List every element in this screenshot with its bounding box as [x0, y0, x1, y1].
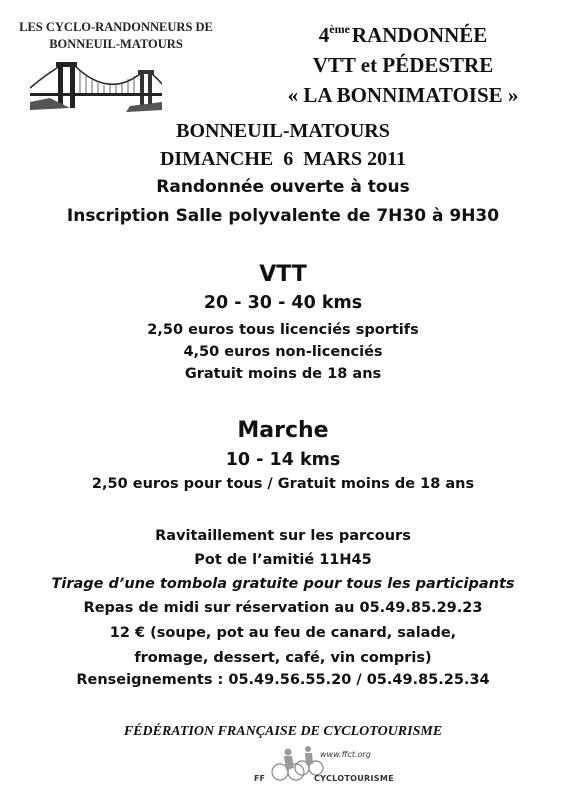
event-date: DIMANCHE 6 MARS 2011: [159, 148, 407, 170]
registration: Inscription Salle polyvalente de 7H30 à 9H30: [66, 206, 500, 226]
info-meal-menu: fromage, dessert, café, vin compris): [134, 650, 432, 666]
info-reception: Pot de l’amitié 11H45: [194, 552, 372, 568]
vtt-price-free: Gratuit moins de 18 ans: [184, 366, 382, 382]
club-name-line1: LES CYCLO-RANDONNEURS DE: [19, 20, 213, 34]
edition-number: 4: [318, 23, 330, 47]
edition-suffix: ème: [329, 22, 350, 36]
ffct-logo-name: CYCLOTOURISME: [314, 774, 394, 783]
vtt-distances: 20 - 30 - 40 kms: [203, 293, 363, 313]
event-title-line3: « LA BONNIMATOISE »: [287, 83, 519, 107]
info-tombola: Tirage d’une tombola gratuite pour tous les participants: [51, 576, 515, 592]
club-name-line2: BONNEUIL-MATOURS: [49, 37, 183, 51]
vtt-title: VTT: [259, 262, 307, 287]
location: BONNEUIL-MATOURS: [176, 120, 390, 142]
event-title-line1-rest: RANDONNÉE: [351, 23, 488, 47]
event-title: [240, 14, 566, 110]
marche-distances: 10 - 14 kms: [225, 450, 341, 470]
marche-title: Marche: [237, 418, 329, 443]
open-to: Randonnée ouverte à tous: [156, 177, 410, 197]
club-name: [0, 19, 232, 53]
ffct-ff: FF: [254, 774, 265, 783]
info-supplies: Ravitaillement sur les parcours: [155, 528, 411, 544]
suspension-bridge-icon: [30, 58, 162, 120]
ffct-url: www.ffct.org: [320, 750, 371, 759]
vtt-price-licensed: 2,50 euros tous licenciés sportifs: [147, 322, 419, 338]
info-contact: Renseignements : 05.49.56.55.20 / 05.49.85.25.34: [76, 672, 490, 688]
info-meal-price: 12 € (soupe, pot au feu de canard, salade,: [109, 625, 457, 641]
federation-name: FÉDÉRATION FRANÇAISE DE CYCLOTOURISME: [123, 724, 443, 739]
info-meal-booking: Repas de midi sur réservation au 05.49.85.29.23: [83, 600, 483, 616]
marche-price: 2,50 euros pour tous / Gratuit moins de 18 ans: [91, 476, 475, 492]
event-title-line2: VTT et PÉDESTRE: [312, 53, 494, 77]
event-title-line1: [240, 14, 566, 50]
vtt-price-unlicensed: 4,50 euros non-licenciés: [183, 344, 383, 360]
